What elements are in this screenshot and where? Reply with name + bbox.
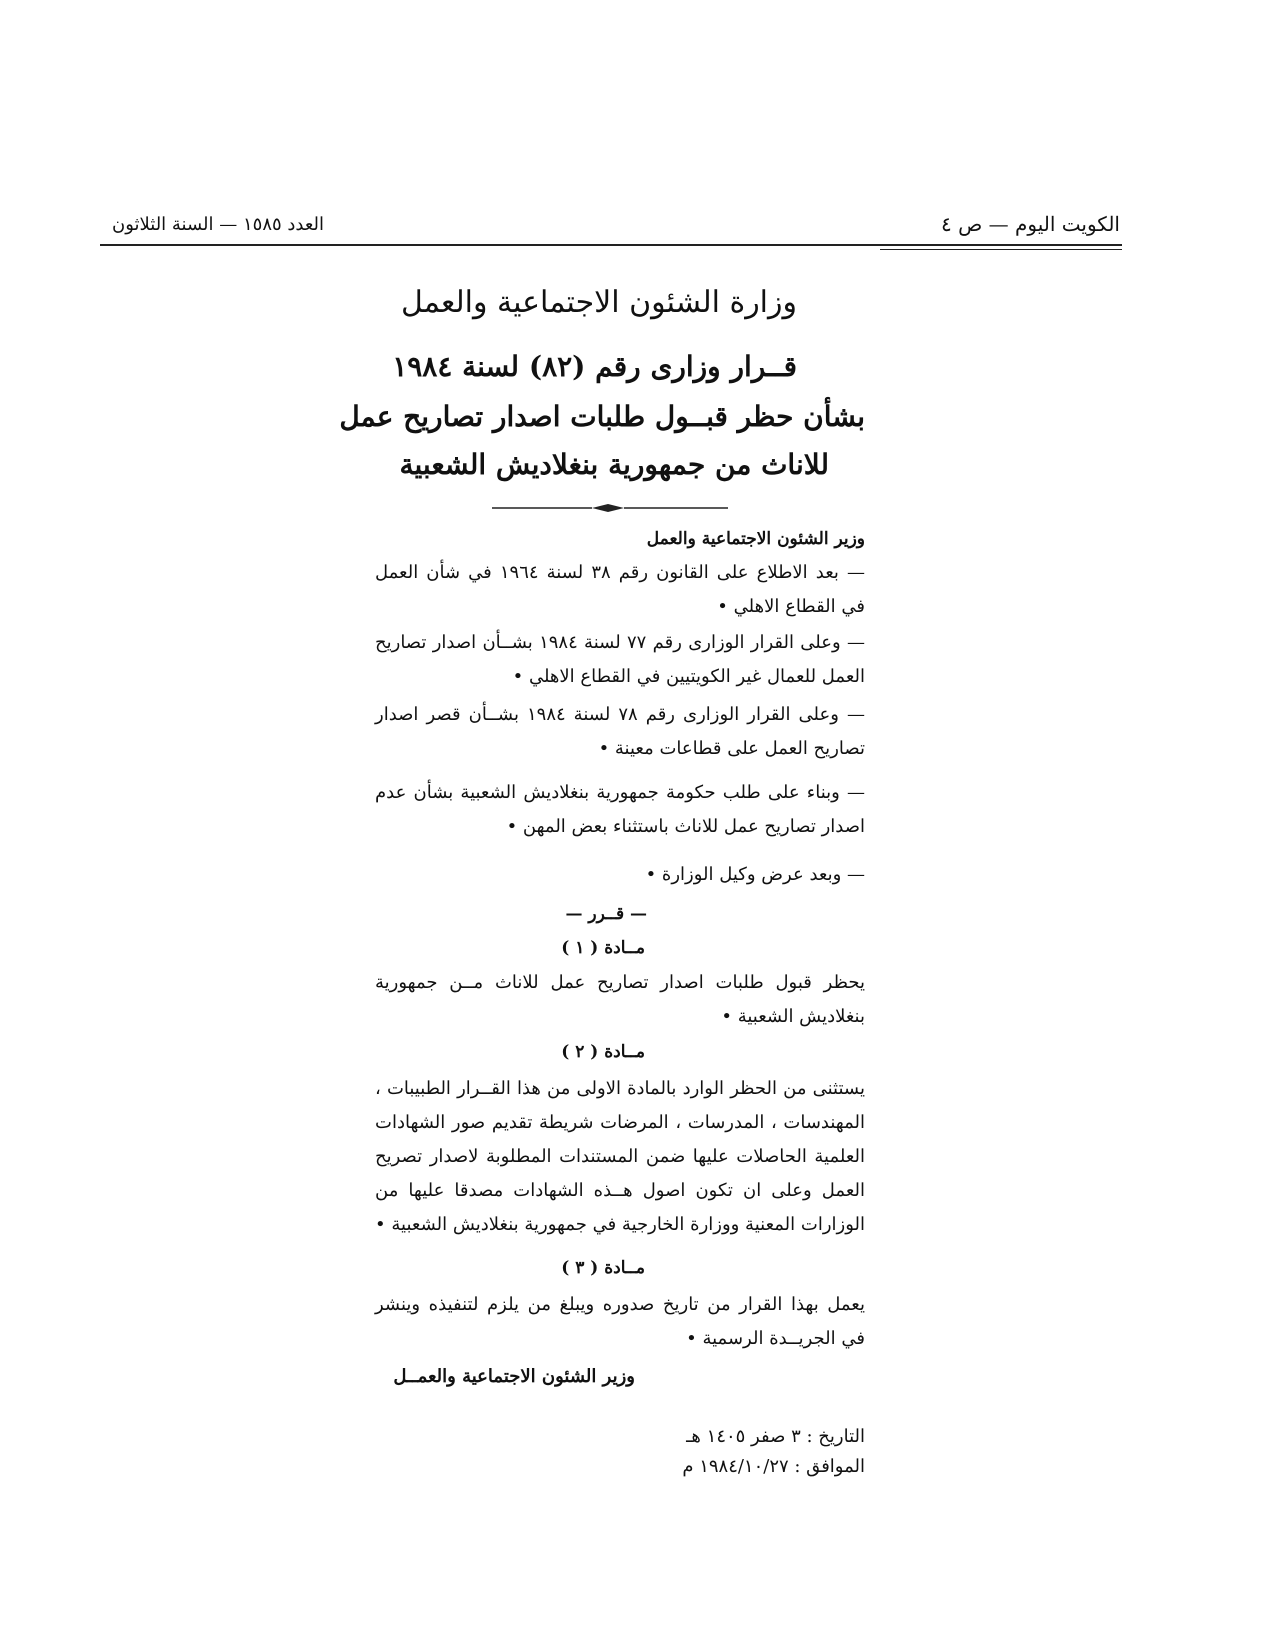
minister-signature: وزير الشئون الاجتماعية والعمــل: [393, 1366, 635, 1387]
issue-label: العدد ١٥٨٥ — السنة الثلاثون: [112, 214, 325, 235]
title-separator: [492, 503, 728, 513]
publication-page-label: الكويت اليوم — ص ٤: [941, 212, 1120, 236]
article-2-heading: مــادة ( ٢ ): [561, 1042, 645, 1062]
article-2-body: يستثنى من الحظر الوارد بالمادة الاولى من هذا القــرار الطبيبات ، المهندسات ، المدرسات ، المرضات شريطة تقديم صور الشهادات العلمية الحاصلات عليها ضمن المستندات المطلوبة لاصدار تصريح العمل وعلى ان تكون اصول هــذه الشهادات مصدقا عليها من الوزارات المعنية ووزارة الخارجية في جمهورية بنغلاديش الشعبية •: [375, 1078, 865, 1235]
preamble-paragraph-1: — بعد الاطلاع على القانون رقم ٣٨ لسنة ١٩٦٤ في شأن العمل في القطاع الاهلي •: [375, 562, 865, 617]
decision-heading: — قــرر —: [565, 904, 647, 924]
preamble-paragraph-5: — وبعد عرض وكيل الوزارة •: [645, 864, 865, 885]
decision-title-line-1: قــرار وزارى رقم (٨٢) لسنة ١٩٨٤: [392, 350, 797, 383]
header-rule: [100, 244, 1122, 246]
article-1-body: يحظر قبول طلبات اصدار تصاريح عمل للاناث مــن جمهورية بنغلاديش الشعبية •: [375, 972, 865, 1027]
minister-heading: وزير الشئون الاجتماعية والعمل: [646, 529, 865, 549]
preamble-paragraph-3: — وعلى القرار الوزارى رقم ٧٨ لسنة ١٩٨٤ بشــأن قصر اصدار تصاريح العمل على قطاعات معينة •: [375, 704, 865, 759]
decision-title-line-3: للاناث من جمهورية بنغلاديش الشعبية: [399, 448, 829, 481]
preamble-paragraph-4: — وبناء على طلب حكومة جمهورية بنغلاديش الشعبية بشأن عدم اصدار تصاريح عمل للاناث باستثناء بعض المهن •: [375, 782, 865, 837]
hijri-date: التاريخ : ٣ صفر ١٤٠٥ هـ: [686, 1426, 865, 1447]
gregorian-date: الموافق : ١٩٨٤/١٠/٢٧ م: [682, 1456, 865, 1477]
decision-title-line-2: بشأن حظر قبــول طلبات اصدار تصاريح عمل: [339, 400, 865, 433]
header-rule-secondary: [880, 249, 1122, 250]
ministry-name: وزارة الشئون الاجتماعية والعمل: [400, 285, 797, 320]
article-1-heading: مــادة ( ١ ): [561, 938, 645, 958]
running-header: [112, 212, 1120, 240]
article-3-body: يعمل بهذا القرار من تاريخ صدوره ويبلغ من يلزم لتنفيذه وينشر في الجريــدة الرسمية •: [375, 1294, 865, 1349]
article-3-heading: مــادة ( ٣ ): [561, 1258, 645, 1278]
preamble-paragraph-2: — وعلى القرار الوزارى رقم ٧٧ لسنة ١٩٨٤ بشــأن اصدار تصاريح العمل للعمال غير الكويتيين في القطاع الاهلي •: [375, 632, 865, 687]
